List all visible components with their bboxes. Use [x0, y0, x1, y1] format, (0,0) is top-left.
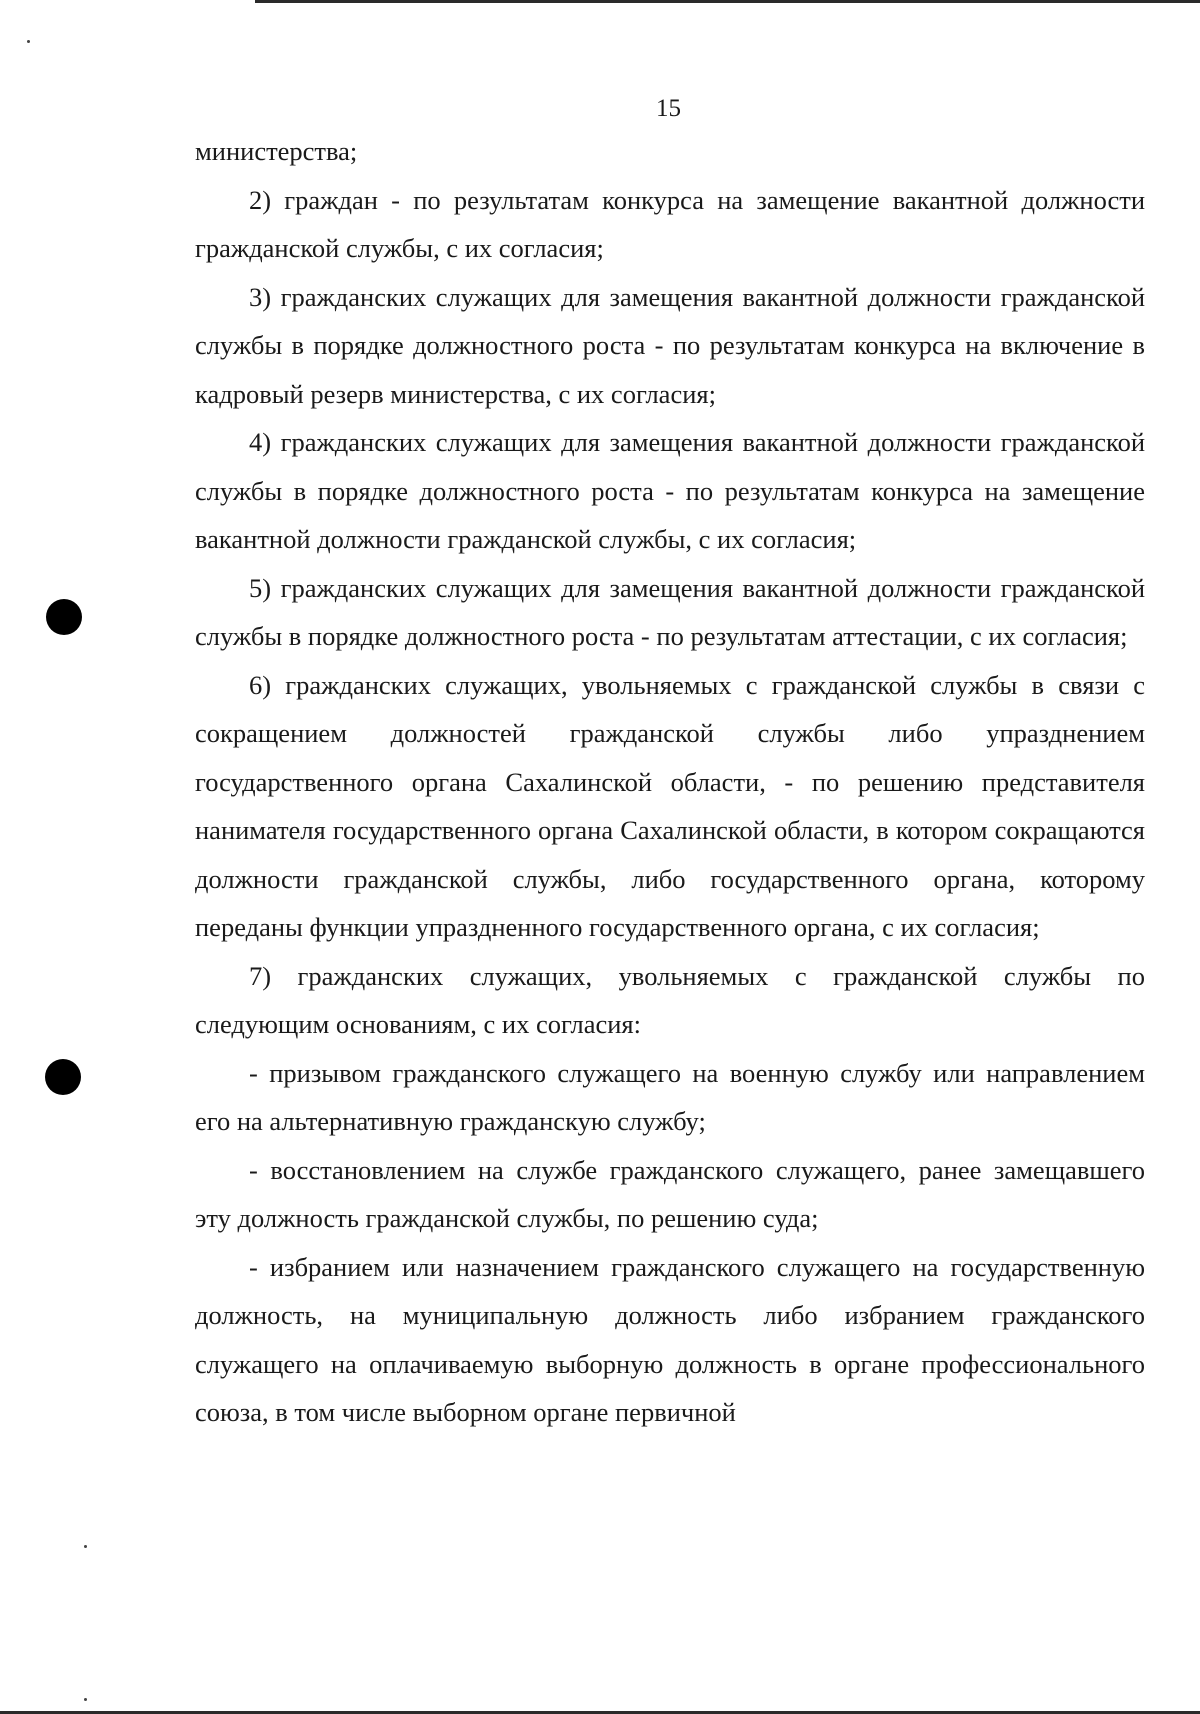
- dash-item-reinstatement: - восстановлением на службе гражданского служащего, ранее замещавшего эту должность гражданской службы, по решению суда;: [195, 1154, 1145, 1233]
- page-number: 15: [656, 95, 681, 122]
- list-item-3: 3) гражданских служащих для замещения вакантной должности гражданской службы в порядке должностного роста - по результатам конкурса на включение в кадровый резерв министерства, с их согласия;: [195, 281, 1145, 409]
- scan-speck: [27, 40, 30, 43]
- list-item-2: 2) граждан - по результатам конкурса на замещение вакантной должности гражданской службы, с их согласия;: [195, 184, 1145, 263]
- scan-speck: [84, 1545, 87, 1548]
- paragraph-continuation: министерства;: [195, 136, 358, 166]
- scan-border-top: [255, 0, 1200, 3]
- list-item-5: 5) гражданских служащих для замещения вакантной должности гражданской службы в порядке должностного роста - по результатам аттестации, с их согласия;: [195, 572, 1145, 651]
- list-item-6: 6) гражданских служащих, увольняемых с гражданской службы в связи с сокращением должностей гражданской службы либо упразднением государственного органа Сахалинской области, - по решению представителя нанимателя государственного органа Сахалинской области, в котором сокращаются должности гражданской службы, либо государственного органа, которому переданы функции упраздненного государственного органа, с их согласия;: [195, 669, 1145, 942]
- dash-item-election: - избранием или назначением гражданского служащего на государственную должность, на муниципальную должность либо избранием гражданского служащего на оплачиваемую выборную должность в органе профессионального союза, в том числе выборном органе первичной: [195, 1251, 1145, 1427]
- list-item-7: 7) гражданских служащих, увольняемых с гражданской службы по следующим основаниям, с их согласия:: [195, 960, 1145, 1039]
- punch-hole-mark: [46, 599, 82, 635]
- list-item-4: 4) гражданских служащих для замещения вакантной должности гражданской службы в порядке должностного роста - по результатам конкурса на замещение вакантной должности гражданской службы, с их согласия;: [195, 427, 1145, 554]
- dash-item-military-service: - призывом гражданского служащего на военную службу или направлением его на альтернативную гражданскую службу;: [195, 1057, 1145, 1136]
- scan-speck: [84, 1698, 87, 1701]
- punch-hole-mark: [45, 1059, 81, 1095]
- document-body: [195, 127, 1145, 1437]
